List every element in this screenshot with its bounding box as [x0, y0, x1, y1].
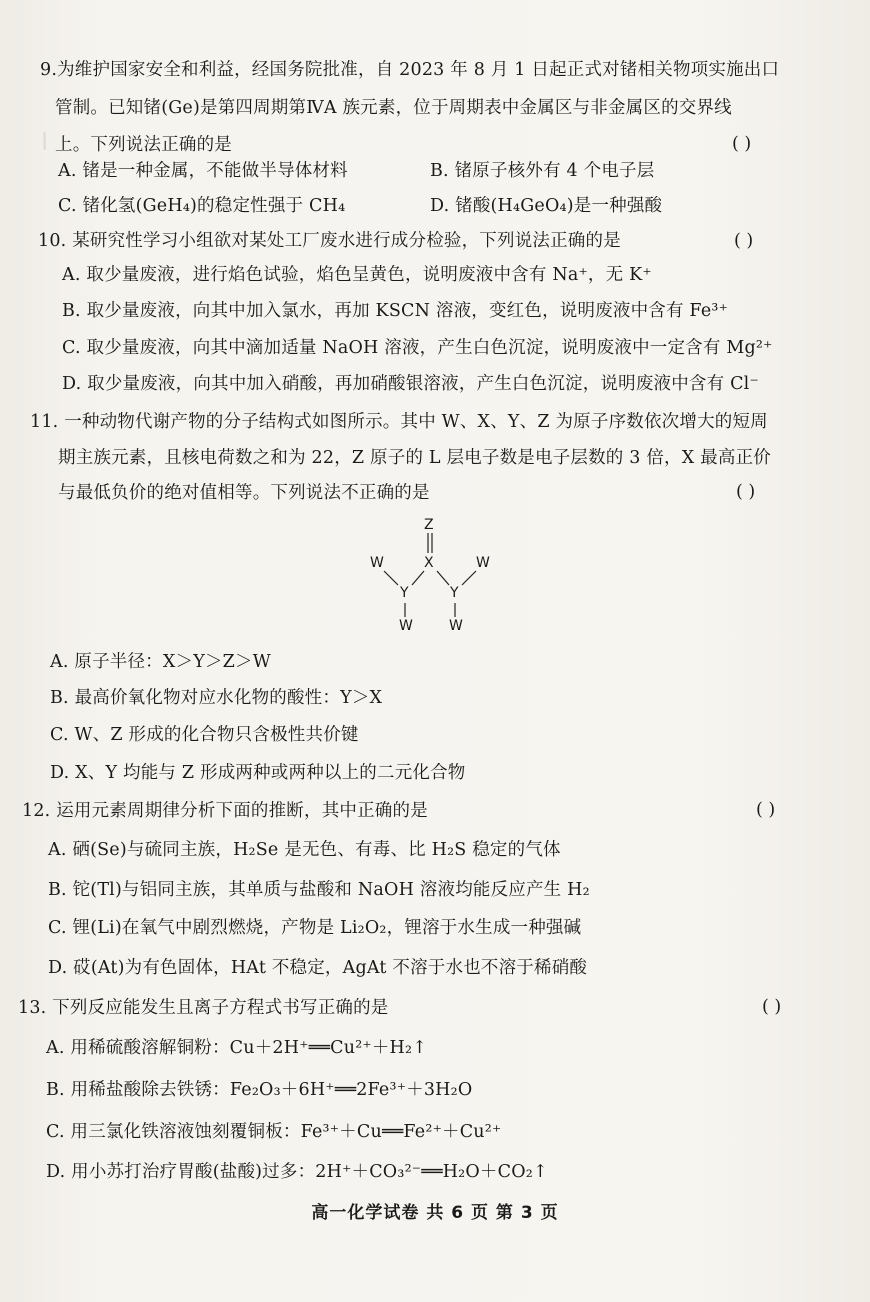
- q10-answer-bracket: ( ): [734, 231, 754, 251]
- q9-answer-bracket: ( ): [732, 134, 752, 154]
- q9-stem-line-1: 9.为维护国家安全和利益，经国务院批准，自 2023 年 8 月 1 日起正式对锗相关物项实施出口: [40, 60, 780, 80]
- q13-option-a: A. 用稀硫酸溶解铜粉：Cu＋2H⁺══Cu²⁺＋H₂↑: [46, 1038, 428, 1058]
- atom-w-right: W: [476, 555, 490, 571]
- q12-answer-bracket: ( ): [756, 800, 776, 820]
- q13-option-c: C. 用三氯化铁溶液蚀刻覆铜板：Fe³⁺＋Cu══Fe²⁺＋Cu²⁺: [46, 1122, 502, 1142]
- q10-option-b: B. 取少量废液，向其中加入氯水，再加 KSCN 溶液，变红色，说明废液中含有 Fe³⁺: [62, 301, 729, 321]
- q11-option-a: A. 原子半径：X＞Y＞Z＞W: [50, 652, 271, 672]
- q12-option-a: A. 硒(Se)与硫同主族，H₂Se 是无色、有毒、比 H₂S 稳定的气体: [48, 840, 561, 860]
- atom-w-bottom-right: W: [449, 618, 463, 634]
- q10-option-a: A. 取少量废液，进行焰色试验，焰色呈黄色，说明废液中含有 Na⁺，无 K⁺: [62, 265, 652, 285]
- atom-z: Z: [424, 517, 434, 533]
- page-footer: 高一化学试卷 共 6 页 第 3 页: [311, 1203, 559, 1223]
- q13-stem: 13. 下列反应能发生且离子方程式书写正确的是: [18, 998, 389, 1018]
- q9-option-a: A. 锗是一种金属，不能做半导体材料: [58, 161, 348, 181]
- q10-option-d: D. 取少量废液，向其中加入硝酸，再加硝酸银溶液，产生白色沉淀，说明废液中含有 Cl⁻: [62, 374, 759, 394]
- q9-option-b: B. 锗原子核外有 4 个电子层: [430, 161, 655, 181]
- q11-molecular-structure: [360, 515, 500, 635]
- q9-option-c: C. 锗化氢(GeH₄)的稳定性强于 CH₄: [58, 196, 346, 216]
- atom-w-bottom-left: W: [399, 618, 413, 634]
- q13-answer-bracket: ( ): [762, 997, 782, 1017]
- q12-option-d: D. 砹(At)为有色固体，HAt 不稳定，AgAt 不溶于水也不溶于稀硝酸: [48, 958, 588, 978]
- q13-option-b: B. 用稀盐酸除去铁锈：Fe₂O₃＋6H⁺══2Fe³⁺＋3H₂O: [46, 1080, 473, 1100]
- q11-answer-bracket: ( ): [736, 482, 756, 502]
- q12-option-b: B. 铊(Tl)与铝同主族，其单质与盐酸和 NaOH 溶液均能反应产生 H₂: [48, 880, 590, 900]
- q11-option-c: C. W、Z 形成的化合物只含极性共价键: [50, 725, 359, 745]
- atom-w-left: W: [370, 555, 384, 571]
- bleed-through-text: ┃: [40, 132, 50, 150]
- q11-stem-line-2: 期主族元素，且核电荷数之和为 22，Z 原子的 L 层电子数是电子层数的 3 倍，X 最高正价: [58, 448, 771, 468]
- q9-option-d: D. 锗酸(H₄GeO₄)是一种强酸: [430, 196, 663, 216]
- atom-y-right: Y: [450, 585, 459, 601]
- q10-stem: 10. 某研究性学习小组欲对某处工厂废水进行成分检验，下列说法正确的是: [38, 231, 621, 251]
- q13-option-d: D. 用小苏打治疗胃酸(盐酸)过多：2H⁺＋CO₃²⁻══H₂O＋CO₂↑: [46, 1162, 548, 1182]
- q9-stem-line-3: 上。下列说法正确的是: [55, 135, 232, 155]
- atom-x: X: [424, 555, 434, 571]
- q9-stem-line-2: 管制。已知锗(Ge)是第四周期第ⅣA 族元素，位于周期表中金属区与非金属区的交界线: [55, 98, 732, 118]
- q10-option-c: C. 取少量废液，向其中滴加适量 NaOH 溶液，产生白色沉淀，说明废液中一定含有 Mg²⁺: [62, 338, 773, 358]
- q12-option-c: C. 锂(Li)在氧气中剧烈燃烧，产物是 Li₂O₂，锂溶于水生成一种强碱: [48, 918, 582, 938]
- q12-stem: 12. 运用元素周期律分析下面的推断，其中正确的是: [22, 801, 428, 821]
- q11-stem-line-1: 11. 一种动物代谢产物的分子结构式如图所示。其中 W、X、Y、Z 为原子序数依次增大的短周: [30, 412, 768, 432]
- q11-option-d: D. X、Y 均能与 Z 形成两种或两种以上的二元化合物: [50, 763, 466, 783]
- structure-bonds: [360, 515, 500, 635]
- q11-option-b: B. 最高价氧化物对应水化物的酸性：Y＞X: [50, 688, 383, 708]
- q11-stem-line-3: 与最低负价的绝对值相等。下列说法不正确的是: [58, 483, 430, 503]
- atom-y-left: Y: [400, 585, 409, 601]
